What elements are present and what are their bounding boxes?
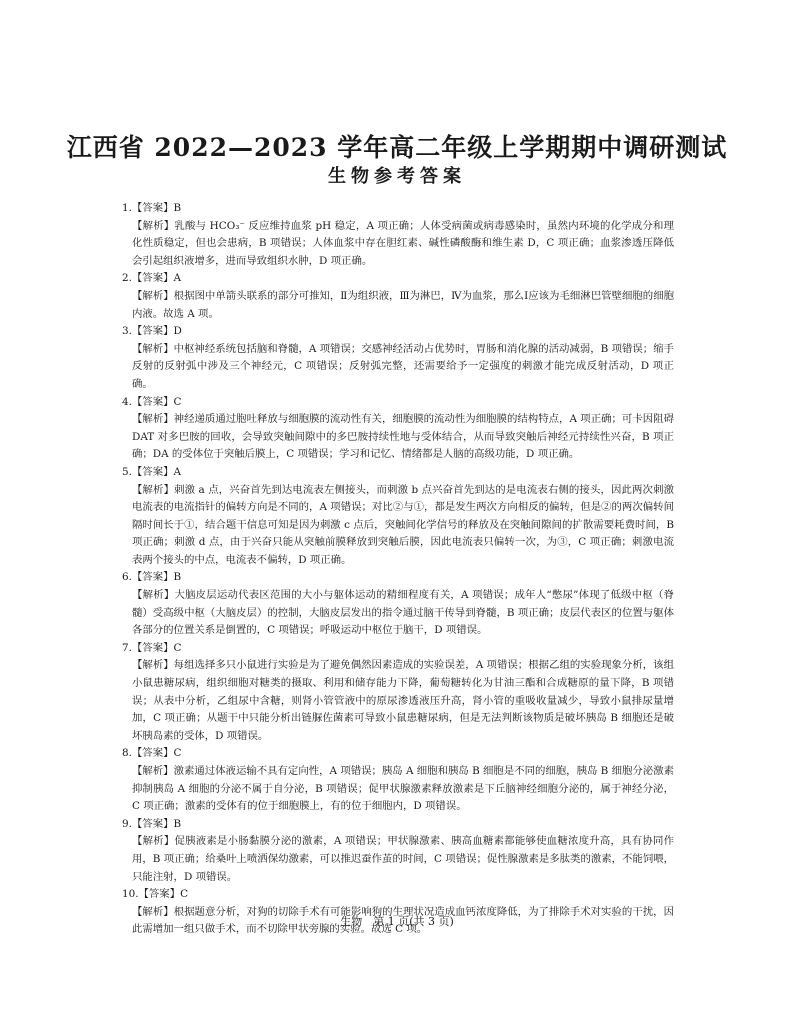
- question-item: [122, 323, 674, 393]
- answer-line: 4.【答案】C: [122, 395, 182, 408]
- question-item: [122, 200, 674, 270]
- question-item: [122, 394, 674, 464]
- page-footer: 生物 第 1 页(共 3 页): [340, 915, 454, 928]
- question-item: [122, 816, 674, 886]
- answer-line: 10.【答案】C: [122, 888, 189, 901]
- explanation-text: 【解析】根据题意分析，对狗的切除手术有可能影响狗的生理状况造成血钙浓度降低，为了排除手术对实验的干扰，因此需增加一组只做手术，而不切除甲状旁腺的实验。故选 C 项。: [132, 905, 674, 936]
- answer-line: 8.【答案】C: [122, 747, 182, 760]
- explanation-text: 【解析】激素通过体液运输不具有定向性，A 项错误；胰岛 A 细胞和胰岛 B 细胞是不同的细胞，胰岛 B 细胞分泌激素抑制胰岛 A 细胞的分泌不属于自分泌，B 项错误；促甲状腺激素释放激素是下丘脑神经细胞分泌的，属于神经分泌，C 项正确；激素的受体有的位于细胞膜上，有的位于细胞内，D 项错误。: [132, 765, 674, 813]
- page-subtitle: 生物参考答案: [328, 166, 466, 187]
- answer-line: 9.【答案】B: [122, 817, 182, 830]
- answer-line: 3.【答案】D: [122, 325, 182, 338]
- answer-line: 5.【答案】A: [122, 465, 181, 478]
- explanation-text: 【解析】促胰液素是小肠黏膜分泌的激素，A 项错误；甲状腺激素、胰高血糖素都能够使血糖浓度升高，具有协同作用，B 项正确；给桑叶上喷洒保幼激素，可以推迟蚕作茧的时间，C 项错误；促性腺激素是多肽类的激素，不能饲喂，只能注射，D 项错误。: [132, 835, 674, 883]
- question-item: [122, 464, 674, 570]
- answer-list: [122, 200, 674, 939]
- answer-line: 2.【答案】A: [122, 272, 181, 285]
- explanation-text: 【解析】大脑皮层运动代表区范围的大小与躯体运动的精细程度有关，A 项错误；成年人“憋尿”体现了低级中枢（脊髓）受高级中枢（大脑皮层）的控制，大脑皮层发出的指令通过脑干传导到脊髓，B 项正确；皮层代表区的位置与躯体各部分的位置关系是倒置的，C 项错误；呼吸运动中枢位于脑干，D 项错误。: [132, 589, 674, 637]
- page-title: 江西省 2022—2023 学年高二年级上学期期中调研测试: [66, 133, 728, 162]
- explanation-text: 【解析】神经递质通过胞吐释放与细胞膜的流动性有关，细胞膜的流动性为细胞膜的结构特点，A 项正确；可卡因阻碍 DAT 对多巴胺的回收，会导致突触间隙中的多巴胺持续性地与受体结合，从而导致突触后神经元持续性兴奋，B 项正确；DA 的受体位于突触后膜上，C 项错误；学习和记忆、情绪都是人脑的高级功能，D 项正确。: [132, 413, 674, 461]
- explanation-text: 【解析】中枢神经系统包括脑和脊髓，A 项错误；交感神经活动占优势时，胃肠和消化腺的活动减弱，B 项错误；缩手反射的反射弧中涉及三个神经元，C 项错误；反射弧完整，还需要给予一定强度的刺激才能完成反射活动，D 项正确。: [132, 342, 674, 390]
- question-item: [122, 569, 674, 639]
- question-item: [122, 745, 674, 815]
- explanation-text: 【解析】乳酸与 HCO₃⁻ 反应维持血浆 pH 稳定，A 项正确；人体受病菌或病毒感染时，虽然内环境的化学成分和理化性质稳定，但也会患病，B 项错误；人体血浆中存在胆红素、碱性磷酸酶和维生素 D，C 项正确；血浆渗透压降低会引起组织液增多，进而导致组织水肿，D 项正确。: [132, 219, 674, 267]
- answer-line: 6.【答案】B: [122, 571, 182, 584]
- answer-line: 1.【答案】B: [122, 202, 182, 214]
- question-item: [122, 270, 674, 323]
- explanation-text: 【解析】刺激 a 点，兴奋首先到达电流表左侧接头，而刺激 b 点兴奋首先到达的是电流表右侧的接头，因此两次刺激电流表的电流指针的偏转方向是不同的，A 项错误；对比②与①，都是发生两次方向相反的偏转，但是②的两次偏转间隔时间长于①，结合题干信息可知是因为刺激 c 点后，突触间化学信号的释放及在突触间隙间的扩散需要耗费时间，B 项正确；刺激 d 点，由于兴奋只能从突触前膜释放到突触后膜，因此电流表只偏转一次，为③，C 项正确；刺激电流表两个接头的中点，电流表不偏转，D 项正确。: [132, 483, 674, 566]
- explanation-text: 【解析】根据图中单箭头联系的部分可推知，Ⅱ为组织液，Ⅲ为淋巴，Ⅳ为血浆，那么Ⅰ应该为毛细淋巴管壁细胞的细胞内液。故选 A 项。: [132, 289, 674, 320]
- answer-line: 7.【答案】C: [122, 641, 182, 654]
- explanation-text: 【解析】每组选择多只小鼠进行实验是为了避免偶然因素造成的实验误差，A 项错误；根据乙组的实验现象分析，该组小鼠患糖尿病，组织细胞对糖类的摄取、利用和储存能力下降，葡萄糖转化为甘油三酯和合成糖原的量下降，B 项错误；从表中分析，乙组尿中含糖，则肾小管管液中的原尿渗透液压升高，肾小管的重吸收量减少，导致小鼠排尿量增加，C 项正确；从题干中只能分析出链脲佐菌素可导致小鼠患糖尿病，但是无法判断该物质是破坏胰岛 B 细胞还是破坏胰岛素的受体，D 项错误。: [132, 659, 674, 742]
- question-item: [122, 640, 674, 746]
